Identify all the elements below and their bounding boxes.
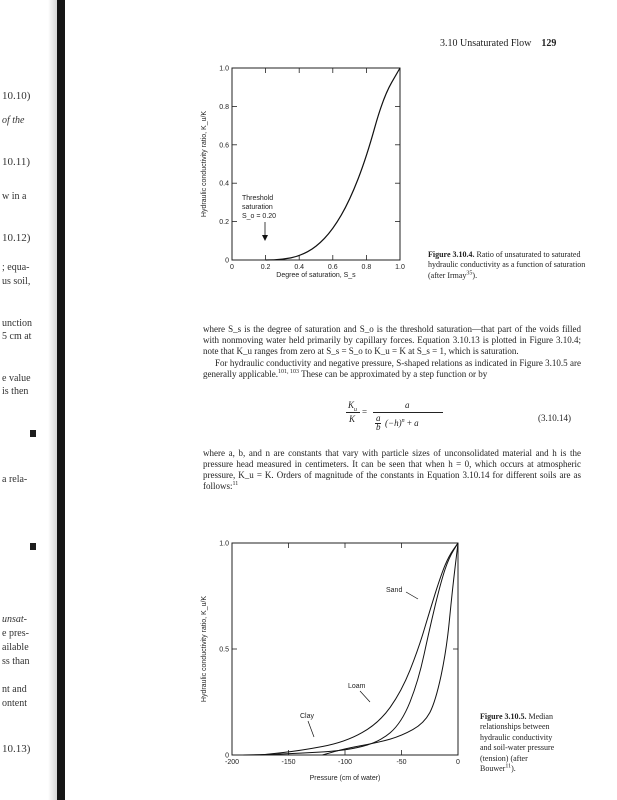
margin-line: e pres- xyxy=(2,628,29,639)
x-tick-label: 0.4 xyxy=(294,264,305,271)
y-tick-label: 1.0 xyxy=(219,65,229,73)
y-tick-label: 0.8 xyxy=(219,103,229,111)
para3-text: where a, b, and n are constants that vary with particle sizes of unconsolidated material and h is the pressure head measured in centimeters. It can be seen that when h = 0, which occurs at atmospheric pressure, K_u = K. Orders of magnitude of the constants in Equation 3.10.14 for different soils are as follows: xyxy=(203,448,581,491)
margin-line: 5 cm at xyxy=(2,331,32,342)
caption-line: hydraulic conductivity xyxy=(480,732,553,742)
margin-line: ss than xyxy=(2,656,30,667)
margin-line: ailable xyxy=(2,642,29,653)
y-tick-label: 0 xyxy=(225,752,229,760)
book-spine xyxy=(57,0,65,800)
y-tick-label: 0 xyxy=(225,257,229,265)
x-tick-label: -150 xyxy=(281,759,296,766)
margin-line: a rela- xyxy=(2,474,28,485)
caption-ref: 35 xyxy=(466,270,473,277)
clay-label: Clay xyxy=(300,713,315,720)
y-tick-label: 0.6 xyxy=(219,142,229,150)
body-paragraph-3 xyxy=(203,448,581,492)
x-tick-label: 0.8 xyxy=(361,264,372,271)
margin-line: unsat- xyxy=(2,614,27,625)
x-tick-label: 0 xyxy=(456,759,460,766)
caption-line: relationships between xyxy=(480,722,550,732)
loam-label: Loam xyxy=(348,683,366,690)
caption-ref: 11 xyxy=(505,763,512,770)
margin-line: ; equa- xyxy=(2,262,30,273)
plot-frame xyxy=(232,68,400,260)
body-paragraph-2 xyxy=(203,358,581,380)
para2-ref: 101, 103 xyxy=(277,369,299,375)
loam-arrow xyxy=(360,691,370,702)
margin-line: nt and xyxy=(2,684,27,695)
body-paragraph-1: where S_s is the degree of saturation and S_o is the threshold saturation—that part of the voids filled with nonmoving water held primarily by capillary forces. Equation 3.10.13 is plotted in Figure 3.10.4; note that K_u ranges from zero at S_s = S_o to K_u = K at S_s = 1, which is saturation. xyxy=(203,324,581,356)
para2-text: For hydraulic conductivity and negative pressure, S-shaped relations as indicated in Figure 3.10.5 are generally applicable. xyxy=(203,358,581,379)
clay-arrow xyxy=(308,721,314,737)
margin-line: us soil, xyxy=(2,276,31,287)
caption-line: Bouwer xyxy=(480,764,506,774)
margin-bullet xyxy=(30,543,36,550)
threshold-label-line1: Threshold xyxy=(242,195,274,202)
para2-end: These can be approximated by a step function or by xyxy=(301,369,488,379)
y-tick-label: 0.4 xyxy=(219,180,229,188)
running-header xyxy=(440,38,556,49)
x-tick-label: -200 xyxy=(224,759,240,766)
margin-bullet xyxy=(30,430,36,437)
sand-label: Sand xyxy=(386,587,403,594)
page-gutter-shadow xyxy=(48,0,57,800)
margin-line: 10.13) xyxy=(2,743,31,755)
y-axis-label: Hydraulic conductivity ratio, K_u/K xyxy=(201,595,208,703)
caption-line: and soil-water pressure xyxy=(480,743,555,753)
x-tick-label: 0.2 xyxy=(260,264,271,271)
clay-curve xyxy=(322,543,458,755)
sand-arrow xyxy=(406,592,418,599)
sand-curve xyxy=(243,543,458,755)
y-axis-label: Hydraulic conductivity ratio, K_u/K xyxy=(201,110,208,218)
y-tick-label: 0.2 xyxy=(219,219,229,227)
threshold-label-line3: S_o = 0.20 xyxy=(242,213,277,220)
x-axis-label: Pressure (cm of water) xyxy=(309,775,381,782)
margin-line: e value xyxy=(2,373,31,384)
equation-number: (3.10.14) xyxy=(538,413,571,423)
para3-ref: 11 xyxy=(232,481,239,487)
conductivity-curve xyxy=(266,68,400,260)
margin-line: w in a xyxy=(2,191,27,202)
threshold-arrowhead xyxy=(262,235,268,241)
x-tick-label: 0 xyxy=(230,264,234,271)
x-tick-label: 1.0 xyxy=(395,264,405,271)
margin-line: ontent xyxy=(2,698,27,709)
margin-line: 10.10) xyxy=(2,90,31,102)
loam-curve xyxy=(260,543,458,755)
margin-line: 10.11) xyxy=(2,156,31,168)
y-tick-label: 0.5 xyxy=(219,646,229,654)
page-number: 129 xyxy=(541,38,557,49)
x-tick-label: 0.6 xyxy=(327,264,338,271)
caption-end: ). xyxy=(472,270,478,280)
plot-frame xyxy=(232,543,458,755)
margin-line: 10.12) xyxy=(2,232,31,244)
x-axis-label: Degree of saturation, S_s xyxy=(276,272,356,279)
margin-line: is then xyxy=(2,386,29,397)
caption-text: Ratio of unsaturated to saturated hydraulic conductivity as a function of saturation (after Irmay xyxy=(428,250,586,280)
figure-3-10-5-caption xyxy=(480,712,590,774)
x-tick-label: -50 xyxy=(396,759,407,766)
figure-3-10-4-caption xyxy=(428,250,588,281)
caption-end: ). xyxy=(511,764,516,774)
threshold-label-line2: saturation xyxy=(242,204,273,211)
y-tick-label: 1.0 xyxy=(219,540,229,548)
caption-label: Figure 3.10.5. xyxy=(480,712,527,721)
margin-line: unction xyxy=(2,318,32,329)
section-title: 3.10 Unsaturated Flow xyxy=(440,38,532,49)
figure-3-10-4 xyxy=(190,60,420,290)
caption-line: (tension) (after xyxy=(480,753,528,763)
margin-line: of the xyxy=(2,115,25,126)
caption-label: Figure 3.10.4. xyxy=(428,250,475,259)
caption-line: Median xyxy=(528,712,553,721)
x-tick-label: -100 xyxy=(337,759,353,766)
figure-3-10-5 xyxy=(190,535,470,785)
